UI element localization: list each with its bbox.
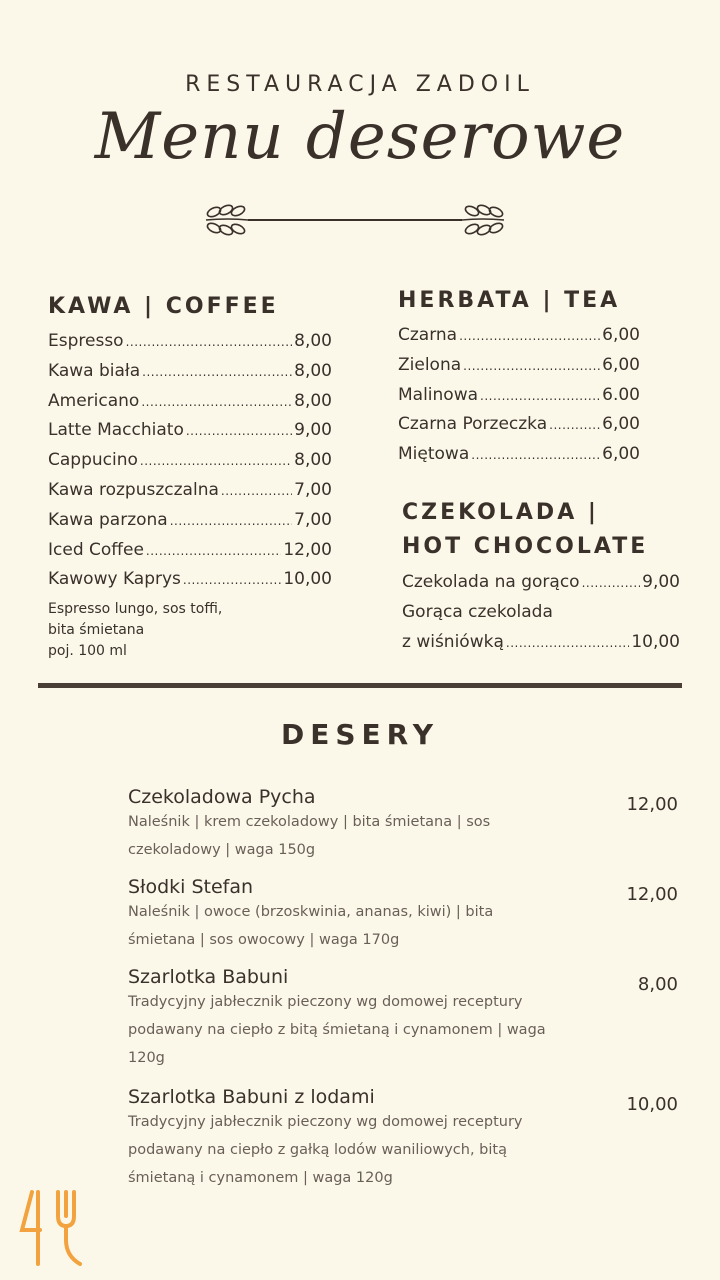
tea-section	[398, 288, 640, 474]
dessert-item	[128, 966, 688, 1072]
chocolate-section	[402, 496, 680, 661]
menu-item-name-line: Gorąca czekolada	[402, 601, 553, 622]
dessert-name: Szarlotka Babuni	[128, 966, 289, 988]
dessert-item	[128, 786, 688, 864]
menu-item: Kawa biała ..... 8,00	[48, 361, 332, 391]
menu-item: Czarna ..... 6,00	[398, 325, 640, 355]
dessert-description: Tradycyjny jabłecznik pieczony wg domowej receptury podawany na ciepło z gałką lodów waniliowych, bitą śmietaną i cynamonem | waga 120g	[128, 1114, 523, 1186]
coffee-section	[48, 294, 332, 662]
dessert-description: Tradycyjny jabłecznik pieczony wg domowej receptury podawany na ciepło z bitą śmietaną i cynamonem | waga 120g	[128, 994, 546, 1066]
chocolate-heading: CZEKOLADA |	[402, 500, 599, 525]
tea-heading: HERBATA | TEA	[398, 288, 621, 313]
section-divider	[38, 683, 682, 688]
menu-item: z wiśniówką ..... 10,00	[402, 632, 680, 662]
dessert-name: Słodki Stefan	[128, 876, 254, 898]
fork-logo-icon	[18, 1186, 90, 1270]
menu-item: Latte Macchiato ..... 9,00	[48, 420, 332, 450]
item-note: bita śmietana	[48, 622, 145, 639]
menu-item: Czarna Porzeczka ..... 6,00	[398, 414, 640, 444]
menu-item: Miętowa ..... 6,00	[398, 444, 640, 474]
item-note: Espresso lungo, sos toffi,	[48, 601, 223, 618]
menu-item: Zielona ..... 6,00	[398, 355, 640, 385]
dessert-item	[128, 1086, 688, 1192]
dessert-description: Naleśnik | owoce (brzoskwinia, ananas, kiwi) | bita śmietana | sos owocowy | waga 170g	[128, 904, 494, 948]
menu-item: Kawa rozpuszczalna ..... 7,00	[48, 480, 332, 510]
dessert-description: Naleśnik | krem czekoladowy | bita śmietana | sos czekoladowy | waga 150g	[128, 814, 491, 858]
dessert-name: Czekoladowa Pycha	[128, 786, 316, 808]
dessert-name: Szarlotka Babuni z lodami	[128, 1086, 375, 1108]
menu-item: Iced Coffee ..... 12,00	[48, 540, 332, 570]
menu-item: Malinowa ..... 6.00	[398, 385, 640, 415]
desserts-heading: DESERY	[281, 718, 439, 751]
dessert-price: 12,00	[626, 794, 678, 815]
leaf-ornament-icon	[200, 198, 520, 242]
menu-item: Espresso ..... 8,00	[48, 331, 332, 361]
menu-item: Kawa parzona ..... 7,00	[48, 510, 332, 540]
menu-item: Kawowy Kaprys ..... 10,00	[48, 569, 332, 599]
page-title: Menu deserowe	[94, 100, 626, 174]
dessert-price: 8,00	[637, 974, 678, 995]
menu-item: Cappucino ..... 8,00	[48, 450, 332, 480]
menu-item: Americano ..... 8,00	[48, 391, 332, 421]
dessert-price: 12,00	[626, 884, 678, 905]
dessert-price: 10,00	[626, 1094, 678, 1115]
chocolate-heading: HOT CHOCOLATE	[402, 534, 649, 559]
coffee-heading: KAWA | COFFEE	[48, 294, 279, 319]
restaurant-name: RESTAURACJA ZADOIL	[185, 72, 535, 97]
dessert-item	[128, 876, 688, 954]
item-note: poj. 100 ml	[48, 643, 127, 660]
menu-item: Czekolada na gorąco ..... 9,00	[402, 572, 680, 602]
